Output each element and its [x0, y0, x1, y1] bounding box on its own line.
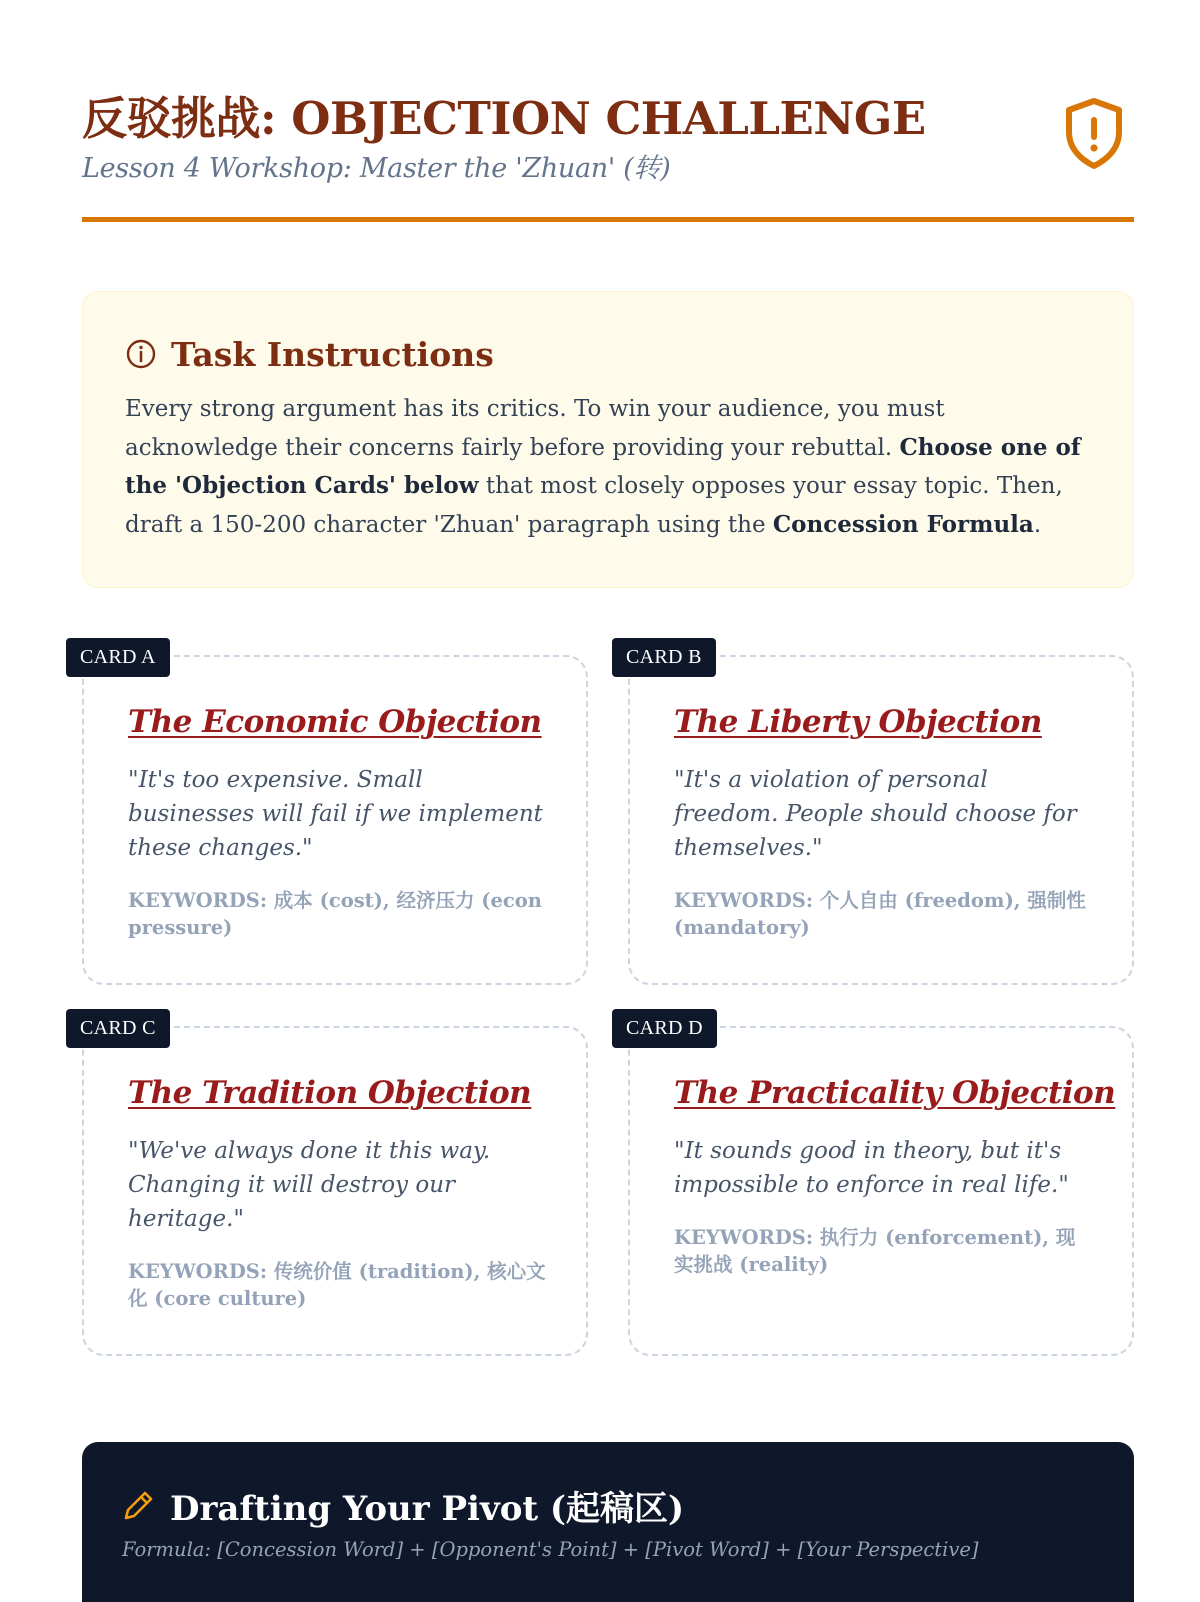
card-keywords: KEYWORDS: 个人自由 (freedom), 强制性 (mandatory)	[674, 889, 1086, 939]
drafting-header	[122, 1484, 1094, 1529]
instructions-text	[125, 390, 1093, 544]
card-quote: "It sounds good in theory, but it's impossible to enforce in real life."	[674, 1138, 1069, 1198]
instructions-text-2: that most closely opposes your essay topic. Then, draft a 150-200 character 'Zhuan' paragraph using the	[125, 473, 1063, 538]
card-quote: "It's a violation of personal freedom. People should choose for themselves."	[674, 767, 1077, 861]
instructions-title: Task Instructions	[171, 334, 494, 374]
concession-formula: Formula: [Concession Word] + [Opponent's Point] + [Pivot Word] + [Your Perspective]	[122, 1538, 979, 1561]
page-title: 反驳挑战: OBJECTION CHALLENGE	[82, 92, 926, 145]
drafting-panel	[82, 1442, 1134, 1602]
card-title: The Liberty Objection	[674, 704, 1042, 740]
card-title: The Tradition Objection	[128, 1075, 532, 1111]
shield-alert-icon	[1062, 96, 1126, 170]
card-title: The Economic Objection	[128, 704, 542, 740]
card-quote: "We've always done it this way. Changing it will destroy our heritage."	[128, 1138, 491, 1232]
task-instructions-panel	[82, 291, 1134, 588]
objection-card-a[interactable]	[80, 646, 588, 985]
card-keywords: KEYWORDS: 成本 (cost), 经济压力 (econ pressure)	[128, 889, 542, 939]
instructions-text-1: Every strong argument has its critics. To win your audience, you must acknowledge their concerns fairly before providing your rebuttal.	[125, 396, 945, 461]
card-title: The Practicality Objection	[674, 1075, 1116, 1111]
objection-card-d[interactable]	[626, 1017, 1134, 1356]
card-keywords: KEYWORDS: 传统价值 (tradition), 核心文化 (core culture)	[128, 1260, 546, 1310]
page-header	[82, 80, 1134, 222]
drafting-title: Drafting Your Pivot (起稿区)	[170, 1488, 685, 1529]
card-keywords: KEYWORDS: 执行力 (enforcement), 现实挑战 (reality)	[674, 1226, 1076, 1276]
info-icon	[125, 338, 157, 370]
card-tag: CARD C	[66, 1009, 170, 1048]
card-tag: CARD D	[612, 1009, 717, 1048]
objection-card-b[interactable]	[626, 646, 1134, 985]
instructions-bold-2: Concession Formula	[772, 510, 1034, 538]
instructions-header	[125, 334, 1093, 374]
card-quote: "It's too expensive. Small businesses will fail if we implement these changes."	[128, 767, 543, 861]
instructions-text-3: .	[1033, 511, 1042, 538]
objection-card-c[interactable]	[80, 1017, 588, 1356]
card-tag: CARD B	[612, 638, 716, 677]
pencil-icon	[122, 1488, 156, 1522]
instructions-bold-1: Choose one of the 'Objection Cards' below	[125, 433, 1081, 499]
page-subtitle: Lesson 4 Workshop: Master the 'Zhuan' (转)	[82, 153, 671, 184]
card-tag: CARD A	[66, 638, 170, 677]
